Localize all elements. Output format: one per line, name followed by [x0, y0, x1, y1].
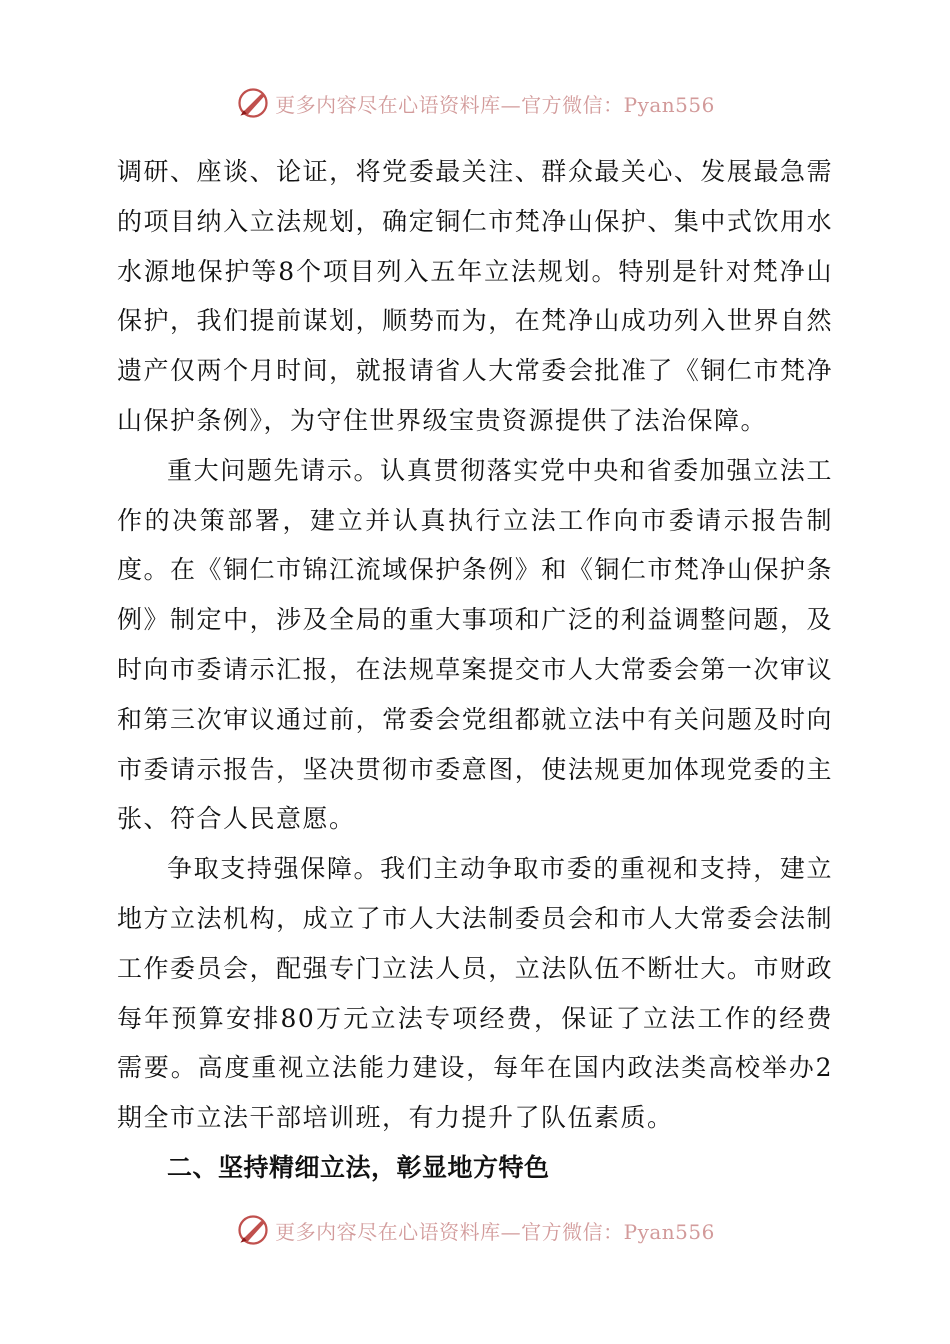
header-watermark: [0, 83, 950, 123]
section-heading: 二、坚持精细立法，彰显地方特色: [167, 1152, 550, 1182]
document-body: [117, 147, 833, 1193]
paragraph-major-issues: 重大问题先请示。认真贯彻落实党中央和省委加强立法工作的决策部署，建立并认真执行立法工作向市委请示报告制度。在《铜仁市锦江流域保护条例》和《铜仁市梵净山保护条例》制定中，涉及全局的重大事项和广泛的利益调整问题，及时向市委请示汇报，在法规草案提交市人大常委会第一次审议和第三次审议通过前，常委会党组都就立法中有关问题及时向市委请示报告，坚决贯彻市委意图，使法规更加体现党委的主张、符合人民意愿。: [117, 455, 833, 834]
paragraph-continued: 调研、座谈、论证，将党委最关注、群众最关心、发展最急需的项目纳入立法规划，确定铜仁市梵净山保护、集中式饮用水水源地保护等8个项目列入五年立法规划。特别是针对梵净山保护，我们提前谋划，顺势而为，在梵净山成功列入世界自然遗产仅两个月时间，就报请省人大常委会批准了《铜仁市梵净山保护条例》，为守住世界级宝贵资源提供了法治保障。: [117, 157, 833, 435]
pen-logo-icon: [235, 1212, 271, 1248]
pen-logo-icon: [235, 85, 271, 121]
paragraph-support: 争取支持强保障。我们主动争取市委的重视和支持，建立地方立法机构，成立了市人大法制委员会和市人大常委会法制工作委员会，配强专门立法人员，立法队伍不断壮大。市财政每年预算安排80万元立法专项经费，保证了立法工作的经费需要。高度重视立法能力建设，每年在国内政法类高校举办2期全市立法干部培训班，有力提升了队伍素质。: [117, 854, 833, 1133]
header-watermark-text: 更多内容尽在心语资料库—官方微信：Pyan556: [275, 92, 715, 117]
footer-watermark-text: 更多内容尽在心语资料库—官方微信：Pyan556: [275, 1219, 715, 1244]
footer-watermark: [0, 1210, 950, 1250]
